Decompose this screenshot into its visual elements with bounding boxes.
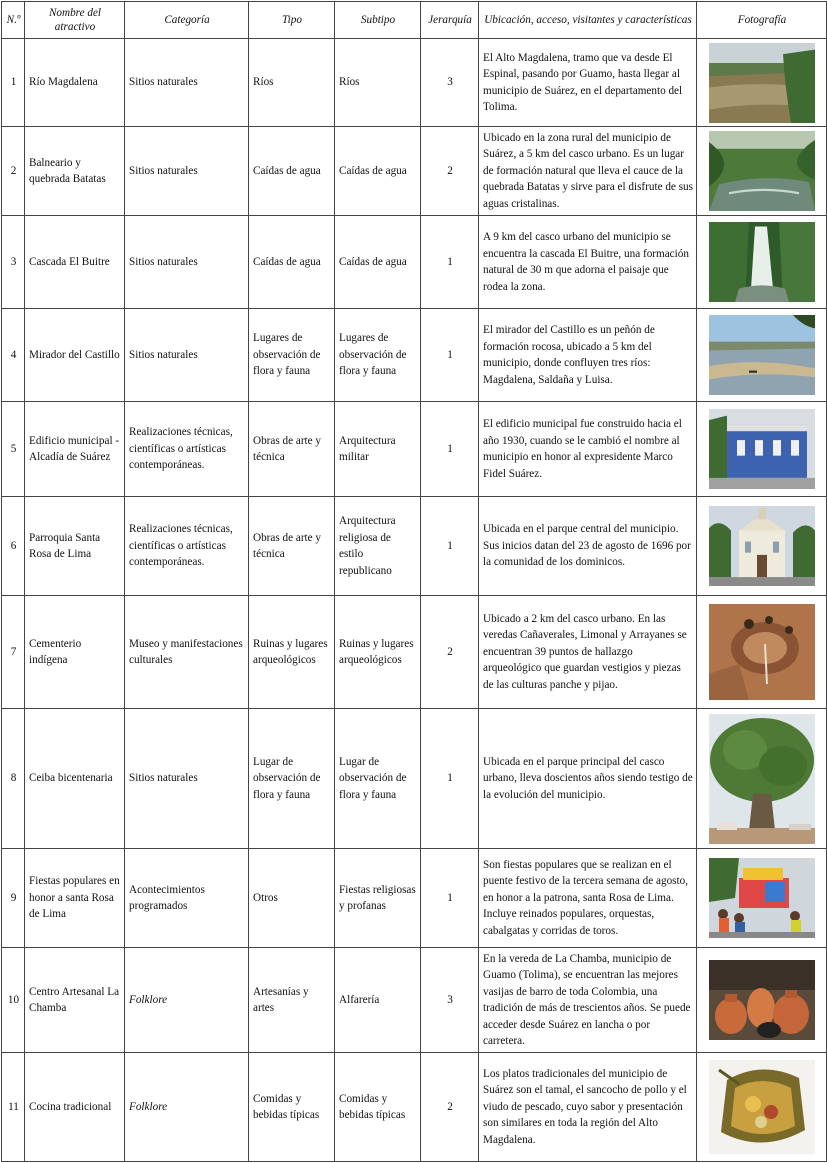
row-number: 8: [2, 709, 25, 849]
attraction-category: Sitios naturales: [125, 216, 249, 309]
row-number: 1: [2, 39, 25, 127]
attraction-rank: 1: [421, 402, 479, 497]
attraction-type: Obras de arte y técnica: [249, 497, 335, 596]
row-number: 7: [2, 596, 25, 709]
attraction-type: Ruinas y lugares arqueológicos: [249, 596, 335, 709]
attraction-type: Comidas y bebidas típicas: [249, 1053, 335, 1162]
row-number: 4: [2, 309, 25, 402]
attraction-rank: 2: [421, 127, 479, 216]
attraction-rank: 2: [421, 1053, 479, 1162]
table-row: [2, 127, 827, 216]
attraction-description: El edificio municipal fue construido hacia el año 1930, cuando se le cambió el nombre al municipio en honor al expresidente Marco Fidel Suárez.: [479, 402, 697, 497]
table-row: [2, 39, 827, 127]
attraction-description: Ubicada en el parque central del municipio. Sus inicios datan del 23 de agosto de 1696 por la comunidad de los dominicos.: [479, 497, 697, 596]
attraction-description: Ubicado en la zona rural del municipio de Suárez, a 5 km del casco urbano. Es un lugar de formación natural que lleva el cauce de la quebrada Batatas y sirve para el disfrute de sus aguas cristalinas.: [479, 127, 697, 216]
table-row: [2, 1053, 827, 1162]
attraction-rank: 3: [421, 39, 479, 127]
header-type: Tipo: [249, 2, 335, 39]
attraction-type: Ríos: [249, 39, 335, 127]
table-row: [2, 849, 827, 948]
attraction-type: Obras de arte y técnica: [249, 402, 335, 497]
header-category: Categoría: [125, 2, 249, 39]
header-photo: Fotografía: [697, 2, 827, 39]
attraction-category: Folklore: [125, 948, 249, 1053]
attraction-type: Lugares de observación de flora y fauna: [249, 309, 335, 402]
header-name: Nombre del atractivo: [25, 2, 125, 39]
row-number: 6: [2, 497, 25, 596]
attraction-name: Edificio municipal - Alcadía de Suárez: [25, 402, 125, 497]
pottery-photo-icon: [709, 960, 815, 1040]
attraction-subtype: Comidas y bebidas típicas: [335, 1053, 421, 1162]
attraction-name: Río Magdalena: [25, 39, 125, 127]
festival-photo-icon: [709, 858, 815, 938]
attraction-name: Parroquia Santa Rosa de Lima: [25, 497, 125, 596]
attraction-name: Cocina tradicional: [25, 1053, 125, 1162]
viewpoint-photo-icon: [709, 315, 815, 395]
attraction-rank: 1: [421, 849, 479, 948]
table-row: [2, 709, 827, 849]
attraction-type: Lugar de observación de flora y fauna: [249, 709, 335, 849]
attraction-subtype: Lugares de observación de flora y fauna: [335, 309, 421, 402]
attraction-description: El Alto Magdalena, tramo que va desde El Espinal, pasando por Guamo, hasta llegar al municipio de Suárez, en el departamento del Tolima.: [479, 39, 697, 127]
attraction-type: Caídas de agua: [249, 127, 335, 216]
attraction-category: Sitios naturales: [125, 127, 249, 216]
attraction-name: Cementerio indígena: [25, 596, 125, 709]
attraction-rank: 1: [421, 309, 479, 402]
attraction-category: Sitios naturales: [125, 309, 249, 402]
tamal-photo-icon: [709, 1060, 815, 1154]
attraction-name: Centro Artesanal La Chamba: [25, 948, 125, 1053]
attraction-category: Sitios naturales: [125, 709, 249, 849]
attraction-rank: 1: [421, 709, 479, 849]
header-number: N.º: [2, 2, 25, 39]
table-row: [2, 402, 827, 497]
attraction-type: Artesanías y artes: [249, 948, 335, 1053]
attraction-rank: 1: [421, 216, 479, 309]
row-number: 11: [2, 1053, 25, 1162]
header-subtype: Subtipo: [335, 2, 421, 39]
attractions-table: [1, 1, 827, 1162]
table-row: [2, 309, 827, 402]
waterfall-photo-icon: [709, 222, 815, 302]
attraction-description: Ubicado a 2 km del casco urbano. En las veredas Cañaverales, Limonal y Arrayanes se encuentran 39 puntos de hallazgo arqueológico que guardan vestigios y piezas de las culturas panche y pijao.: [479, 596, 697, 709]
attraction-category: Realizaciones técnicas, científicas o artísticas contemporáneas.: [125, 402, 249, 497]
attraction-subtype: Arquitectura militar: [335, 402, 421, 497]
church-photo-icon: [709, 506, 815, 586]
attraction-subtype: Ruinas y lugares arqueológicos: [335, 596, 421, 709]
river-photo-icon: [709, 43, 815, 123]
row-number: 2: [2, 127, 25, 216]
row-number: 10: [2, 948, 25, 1053]
attraction-description: Son fiestas populares que se realizan en el puente festivo de la tercera semana de agosto, en honor a la patrona, santa Rosa de Lima. Incluye reinados populares, orquestas, cabalgatas y corridas de toros.: [479, 849, 697, 948]
attraction-name: Fiestas populares en honor a santa Rosa de Lima: [25, 849, 125, 948]
attraction-subtype: Caídas de agua: [335, 127, 421, 216]
tree-photo-icon: [709, 714, 815, 844]
attraction-description: El mirador del Castillo es un peñón de formación rocosa, ubicado a 5 km del municipio, donde confluyen tres ríos: Magdalena, Saldaña y Luisa.: [479, 309, 697, 402]
attraction-description: Ubicada en el parque principal del casco urbano, lleva doscientos años siendo testigo de la evolución del municipio.: [479, 709, 697, 849]
attraction-category: Folklore: [125, 1053, 249, 1162]
attraction-type: Caídas de agua: [249, 216, 335, 309]
table-row: [2, 216, 827, 309]
attraction-category: Museo y manifestaciones culturales: [125, 596, 249, 709]
attraction-name: Balneario y quebrada Batatas: [25, 127, 125, 216]
building-photo-icon: [709, 409, 815, 489]
creek-photo-icon: [709, 131, 815, 211]
attraction-subtype: Ríos: [335, 39, 421, 127]
row-number: 5: [2, 402, 25, 497]
attraction-category: Sitios naturales: [125, 39, 249, 127]
row-number: 9: [2, 849, 25, 948]
attraction-name: Ceiba bicentenaria: [25, 709, 125, 849]
attraction-rank: 1: [421, 497, 479, 596]
attraction-description: Los platos tradicionales del municipio de Suárez son el tamal, el sancocho de pollo y el viudo de pescado, cuyo sabor y presentación son similares en toda la región del Alto Magdalena.: [479, 1053, 697, 1162]
attraction-rank: 3: [421, 948, 479, 1053]
row-number: 3: [2, 216, 25, 309]
attraction-category: Realizaciones técnicas, científicas o artísticas contemporáneas.: [125, 497, 249, 596]
header-rank: Jerarquía: [421, 2, 479, 39]
attraction-description: En la vereda de La Chamba, municipio de Guamo (Tolima), se encuentran las mejores vasijas de barro de toda Colombia, una tradición de más de trescientos años. Se puede acceder desde Suárez en lancha o por carretera.: [479, 948, 697, 1053]
attraction-subtype: Caídas de agua: [335, 216, 421, 309]
table-row: [2, 948, 827, 1053]
header-description: Ubicación, acceso, visitantes y características: [479, 2, 697, 39]
attraction-name: Cascada El Buitre: [25, 216, 125, 309]
attraction-description: A 9 km del casco urbano del municipio se encuentra la cascada El Buitre, una formación natural de 30 m que adorna el paisaje que rodea la zona.: [479, 216, 697, 309]
attraction-category: Acontecimientos programados: [125, 849, 249, 948]
attraction-type: Otros: [249, 849, 335, 948]
attraction-rank: 2: [421, 596, 479, 709]
attraction-subtype: Lugar de observación de flora y fauna: [335, 709, 421, 849]
header-row: [2, 2, 827, 39]
attraction-subtype: Alfarería: [335, 948, 421, 1053]
attraction-name: Mirador del Castillo: [25, 309, 125, 402]
attraction-subtype: Fiestas religiosas y profanas: [335, 849, 421, 948]
excavation-photo-icon: [709, 604, 815, 700]
table-row: [2, 596, 827, 709]
attraction-subtype: Arquitectura religiosa de estilo republicano: [335, 497, 421, 596]
table-row: [2, 497, 827, 596]
